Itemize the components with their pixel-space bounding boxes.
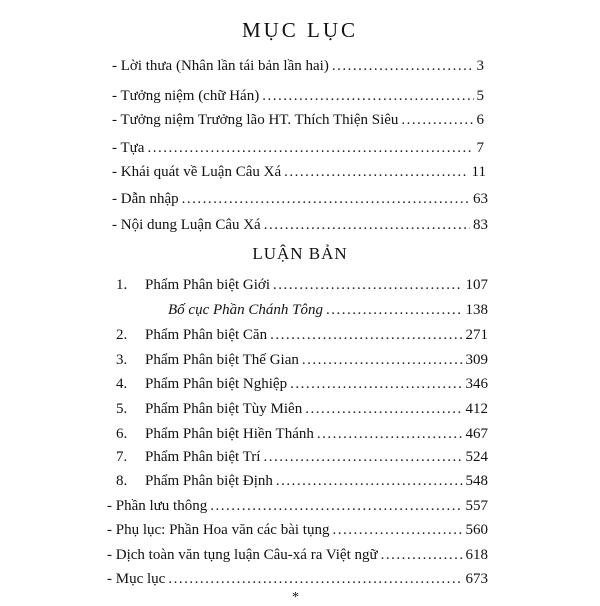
chapter-number: 2. (116, 327, 128, 343)
toc-entry-page: 63 (473, 191, 488, 207)
leader-dots (284, 163, 468, 181)
leader-dots (270, 326, 462, 344)
subentry-label: Bố cục Phần Chánh Tông (168, 302, 323, 318)
leader-dots (401, 111, 473, 129)
toc-entry (112, 57, 484, 75)
toc-entry (107, 546, 488, 564)
section-title: LUẬN BẢN (252, 244, 348, 263)
chapter-number: 6. (116, 426, 128, 442)
toc-entry (112, 163, 486, 181)
chapter-label: Phẩm Phân biệt Hiền Thánh (145, 426, 314, 442)
toc-entry-label: - Phần lưu thông (107, 498, 208, 514)
page-title: MỤC LỤC (241, 18, 359, 42)
toc-entry (112, 190, 488, 208)
chapter-page: 309 (465, 352, 488, 368)
toc-entry (107, 497, 488, 515)
chapter-label: Phẩm Phân biệt Căn (145, 327, 268, 343)
chapter-page: 548 (465, 473, 488, 489)
leader-dots (182, 190, 470, 208)
toc-entry-page: 6 (476, 112, 484, 128)
leader-dots (302, 351, 463, 369)
toc-entry-label: - Dẫn nhập (112, 191, 179, 207)
leader-dots (290, 375, 462, 393)
toc-chapter (116, 351, 488, 369)
leader-dots (147, 139, 473, 157)
toc-entry (112, 111, 484, 129)
toc-entry-label: - Tưởng niệm Trưởng lão HT. Thích Thiện Siêu (112, 112, 399, 128)
leader-dots (263, 448, 462, 466)
toc-entry (107, 570, 488, 588)
chapter-label: Phẩm Phân biệt Định (145, 473, 273, 489)
toc-entry-label: - Mục lục (107, 571, 166, 587)
leader-dots (317, 425, 463, 443)
toc-entry-page: 3 (476, 58, 484, 74)
leader-dots (273, 276, 462, 294)
toc-entry (112, 87, 484, 105)
toc-chapter (116, 448, 488, 466)
chapter-number: 5. (116, 401, 128, 417)
toc-entry-label: - Nội dung Luận Câu Xá (112, 217, 261, 233)
leader-dots (305, 400, 462, 418)
toc-entry-page: 618 (465, 547, 488, 563)
chapter-page: 524 (465, 449, 488, 465)
leader-dots (168, 570, 462, 588)
toc-chapter (116, 472, 488, 490)
chapter-page: 271 (465, 327, 488, 343)
subentry-page: 138 (465, 302, 488, 318)
toc-chapter (116, 276, 488, 294)
leader-dots (332, 57, 474, 75)
toc-entry-label: - Phụ lục: Phần Hoa văn các bài tụng (107, 522, 330, 538)
toc-entry-label: - Tựa (112, 140, 145, 156)
toc-entry-page: 673 (465, 571, 488, 587)
chapter-label: Phẩm Phân biệt Giới (145, 277, 271, 293)
chapter-page: 107 (465, 277, 488, 293)
chapter-label: Phẩm Phân biệt Nghiệp (145, 376, 288, 392)
leader-dots (276, 472, 463, 490)
chapter-number: 8. (116, 473, 128, 489)
toc-entry-page: 557 (465, 498, 488, 514)
chapter-label: Phẩm Phân biệt Thế Gian (145, 352, 299, 368)
toc-entry-page: 83 (473, 217, 488, 233)
toc-entry (112, 139, 484, 157)
toc-entry-page: 11 (471, 164, 486, 180)
bottom-mark: * (292, 590, 299, 605)
toc-subentry (168, 301, 488, 319)
toc-entry-label: - Lời thưa (Nhân lần tái bản lần hai) (112, 58, 329, 74)
toc-entry (107, 521, 488, 539)
toc-entry (112, 216, 488, 234)
toc-entry-label: - Tưởng niệm (chữ Hán) (112, 88, 260, 104)
leader-dots (381, 546, 463, 564)
chapter-number: 1. (116, 277, 128, 293)
leader-dots (326, 301, 463, 319)
toc-entry-page: 5 (476, 88, 484, 104)
toc-chapter (116, 400, 488, 418)
chapter-number: 3. (116, 352, 128, 368)
toc-entry-page: 7 (476, 140, 484, 156)
leader-dots (332, 521, 462, 539)
toc-entry-label: - Khái quát về Luận Câu Xá (112, 164, 282, 180)
leader-dots (264, 216, 470, 234)
toc-entry-label: - Dịch toàn văn tụng luận Câu-xá ra Việt ngữ (107, 547, 378, 563)
toc-chapter (116, 375, 488, 393)
chapter-label: Phẩm Phân biệt Trí (145, 449, 261, 465)
chapter-label: Phẩm Phân biệt Tùy Miên (145, 401, 303, 417)
chapter-page: 346 (465, 376, 488, 392)
toc-chapter (116, 425, 488, 443)
chapter-page: 412 (465, 401, 488, 417)
toc-entry-page: 560 (465, 522, 488, 538)
chapter-page: 467 (465, 426, 488, 442)
chapter-number: 4. (116, 376, 128, 392)
leader-dots (262, 87, 473, 105)
chapter-number: 7. (116, 449, 128, 465)
toc-chapter (116, 326, 488, 344)
leader-dots (210, 497, 462, 515)
